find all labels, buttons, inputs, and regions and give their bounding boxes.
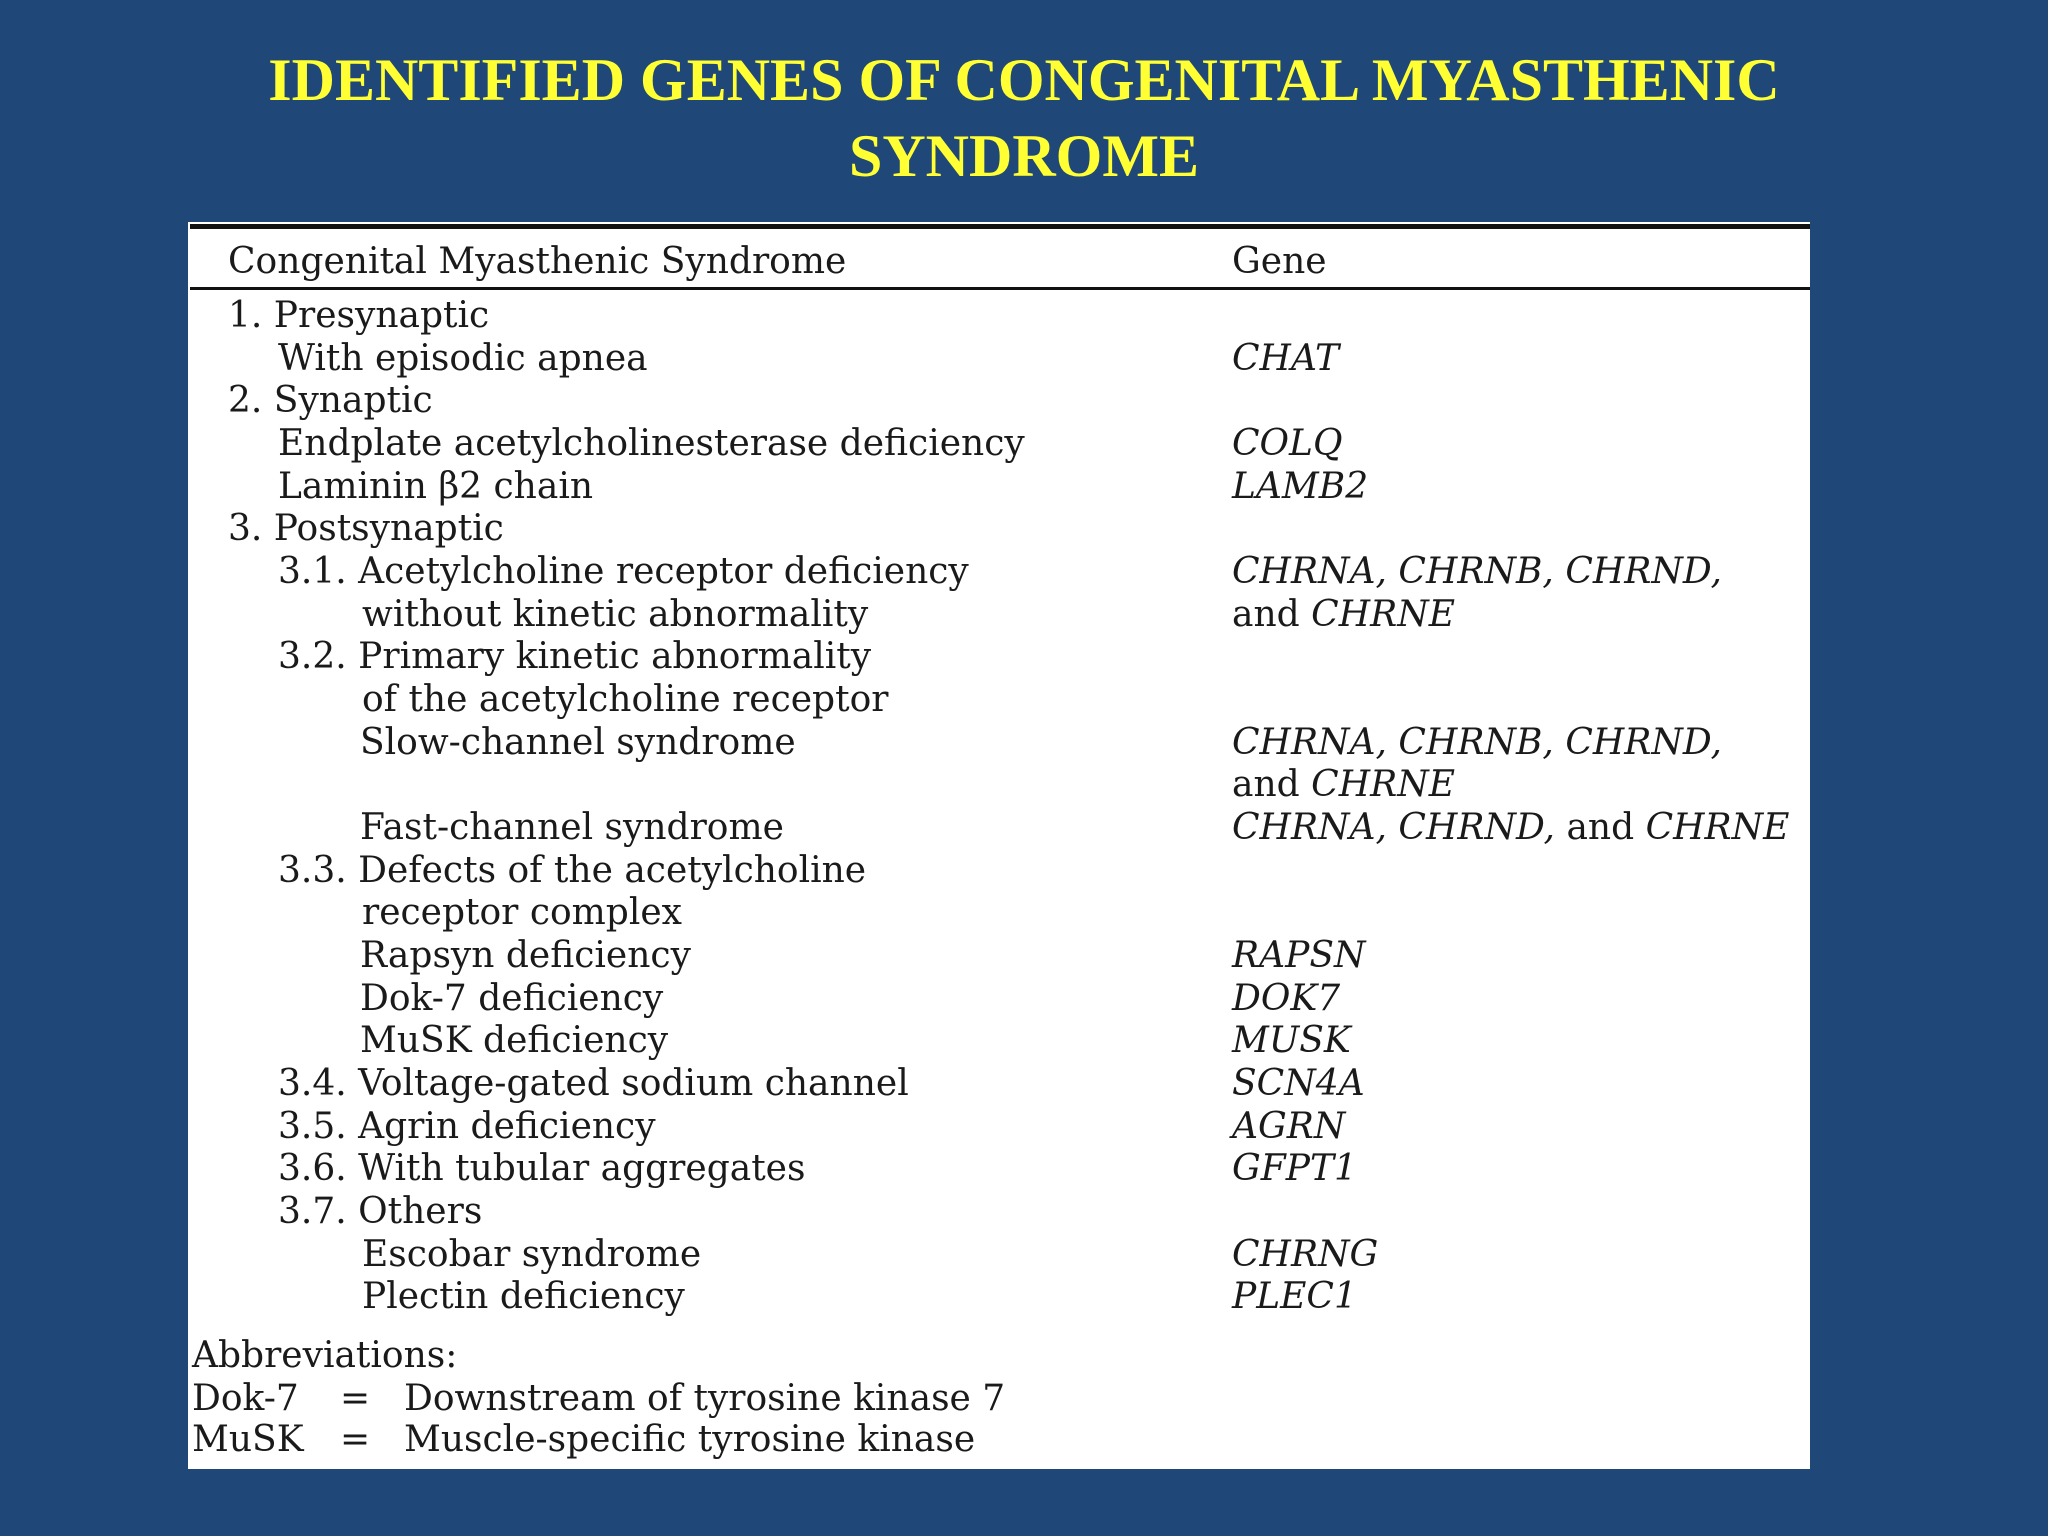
row-syndrome: 3.7. Others <box>278 1191 483 1232</box>
table-row <box>188 379 1810 422</box>
table-row <box>188 1233 1810 1276</box>
row-gene <box>1232 763 1455 806</box>
row-gene-and: and <box>1232 594 1300 635</box>
row-gene: CHRNG <box>1232 1234 1379 1275</box>
row-syndrome: Endplate acetylcholinesterase deficiency <box>278 423 1025 464</box>
row-gene <box>1232 806 1789 849</box>
table-header-rule <box>190 287 1810 290</box>
slide-title <box>0 42 2048 194</box>
table-row <box>188 849 1810 892</box>
row-syndrome: 3.4. Voltage-gated sodium channel <box>278 1063 909 1104</box>
row-syndrome: 3.3. Defects of the acetylcholine <box>278 850 867 891</box>
row-syndrome: 3. Postsynaptic <box>228 508 504 549</box>
row-syndrome: without kinetic abnormality <box>362 594 869 635</box>
table-row <box>188 1190 1810 1233</box>
abbreviation-equals: = <box>340 1419 371 1460</box>
row-syndrome: 2. Synaptic <box>228 380 433 421</box>
table-row <box>188 678 1810 721</box>
row-gene: DOK7 <box>1232 978 1341 1019</box>
row-gene <box>1232 593 1455 636</box>
row-syndrome: Laminin β2 chain <box>278 466 594 507</box>
row-syndrome: With episodic apnea <box>278 338 648 379</box>
table-row <box>188 337 1810 380</box>
row-gene: CHRNA, CHRNB, CHRND, <box>1232 722 1722 763</box>
table-row <box>188 465 1810 508</box>
slide-title-line-1: IDENTIFIED GENES OF CONGENITAL MYASTHENIC <box>268 47 1780 113</box>
row-syndrome: Dok-7 deficiency <box>360 978 664 1019</box>
row-gene-name: CHRNE <box>1311 764 1455 805</box>
row-syndrome: Plectin deficiency <box>362 1276 685 1317</box>
row-gene: AGRN <box>1232 1106 1346 1147</box>
row-gene-name-2: CHRNE <box>1645 807 1790 848</box>
row-gene: CHRNA, CHRNB, CHRND, <box>1232 551 1722 592</box>
row-syndrome: of the acetylcholine receptor <box>362 679 889 720</box>
row-gene: PLEC1 <box>1232 1276 1357 1317</box>
table-row <box>188 721 1810 764</box>
table-row <box>188 1147 1810 1190</box>
row-syndrome: 1. Presynaptic <box>228 295 490 336</box>
row-gene: MUSK <box>1232 1020 1351 1061</box>
row-gene: SCN4A <box>1232 1063 1365 1104</box>
table-row <box>188 422 1810 465</box>
table-top-rule <box>190 224 1810 229</box>
table-row <box>188 806 1810 849</box>
row-syndrome: 3.5. Agrin deficiency <box>278 1106 656 1147</box>
table-row <box>188 294 1810 337</box>
row-syndrome: Fast-channel syndrome <box>360 807 784 848</box>
abbreviation-item <box>192 1418 1392 1461</box>
row-gene: COLQ <box>1232 423 1343 464</box>
row-syndrome: receptor complex <box>362 892 682 933</box>
row-syndrome: 3.1. Acetylcholine receptor deficiency <box>278 551 969 592</box>
table-row <box>188 1019 1810 1062</box>
table-row <box>188 635 1810 678</box>
abbreviation-key: Dok-7 <box>192 1378 299 1419</box>
table-row <box>188 934 1810 977</box>
abbreviation-definition: Muscle-specific tyrosine kinase <box>404 1419 976 1460</box>
row-gene-and: and <box>1232 764 1300 805</box>
table-row <box>188 763 1810 806</box>
table-row <box>188 977 1810 1020</box>
row-syndrome: 3.2. Primary kinetic abnormality <box>278 636 872 677</box>
row-gene-name: CHRNE <box>1311 594 1455 635</box>
row-gene-name: CHRNA, CHRND, <box>1232 807 1555 848</box>
row-gene: LAMB2 <box>1232 466 1369 507</box>
table-row <box>188 1062 1810 1105</box>
abbreviation-key: MuSK <box>192 1419 304 1460</box>
abbreviation-definition: Downstream of tyrosine kinase 7 <box>404 1378 1006 1419</box>
table-row <box>188 593 1810 636</box>
abbreviation-item <box>192 1377 1392 1420</box>
table-row <box>188 1275 1810 1318</box>
header-gene: Gene <box>1232 241 1327 282</box>
table-row <box>188 1105 1810 1148</box>
table-row <box>188 550 1810 593</box>
table-row <box>188 507 1810 550</box>
row-syndrome: 3.6. With tubular aggregates <box>278 1148 806 1189</box>
gene-table <box>188 222 1810 1469</box>
abbreviations-heading: Abbreviations: <box>192 1335 458 1376</box>
table-row <box>188 891 1810 934</box>
slide-title-line-2: SYNDROME <box>848 123 1199 189</box>
abbreviation-equals: = <box>340 1378 371 1419</box>
row-gene: CHAT <box>1232 338 1339 379</box>
row-syndrome: Slow-channel syndrome <box>360 722 796 763</box>
header-syndrome: Congenital Myasthenic Syndrome <box>228 241 847 282</box>
row-syndrome: Escobar syndrome <box>362 1234 702 1275</box>
row-syndrome: MuSK deficiency <box>360 1020 669 1061</box>
row-gene: GFPT1 <box>1232 1148 1357 1189</box>
row-gene: RAPSN <box>1232 935 1366 976</box>
row-gene-and: and <box>1566 807 1635 848</box>
row-syndrome: Rapsyn deficiency <box>360 935 691 976</box>
